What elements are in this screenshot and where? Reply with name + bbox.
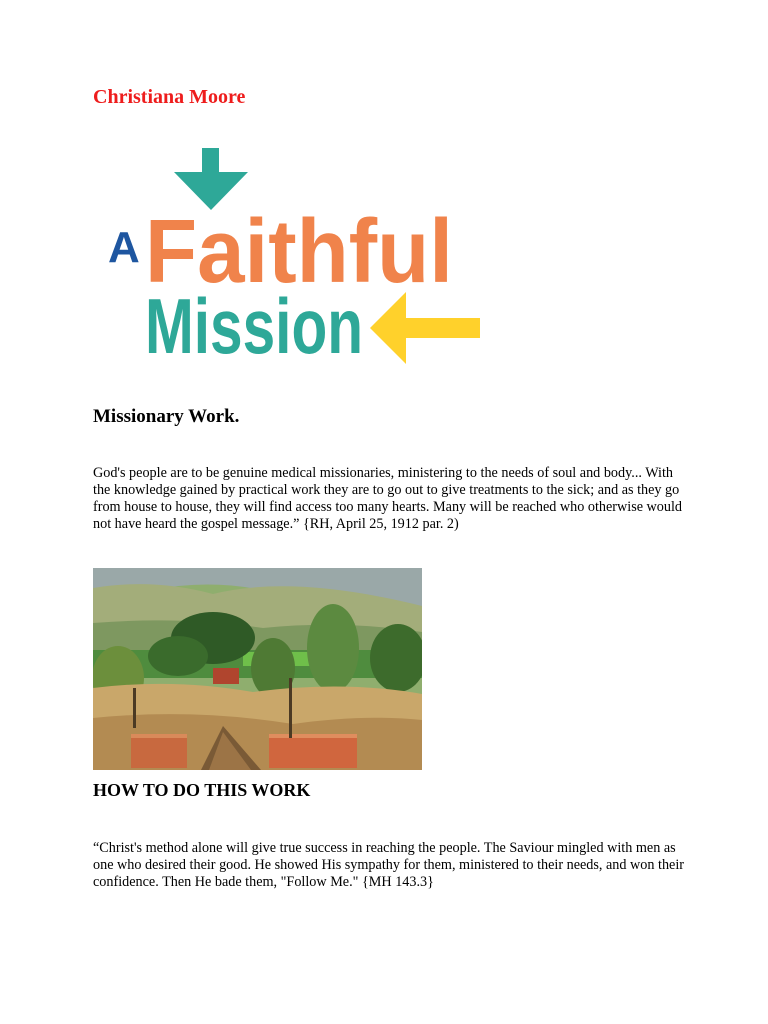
logo-word-mission: Mission (145, 282, 363, 370)
section-heading-missionary-work: Missionary Work. (93, 406, 240, 427)
author-name: Christiana Moore (93, 86, 246, 108)
left-arrow-icon (370, 292, 480, 364)
logo-letter-a: A (108, 223, 140, 272)
logo-word-faithful: Faithful (145, 202, 453, 302)
how-to-do-this-work-paragraph: “Christ's method alone will give true success in reaching the people. The Saviour mingled with men as one who desired their good. He showed His sympathy for them, ministered to their needs, and won their confidence. Then He bade them, "Follow Me." {MH 143.3} (93, 840, 685, 890)
missionary-work-paragraph: God's people are to be genuine medical missionaries, ministering to the needs of soul and body... With the knowledge gained by practical work they are to go out to give treatments to the sick; and as they go from house to house, they will find access too many hearts. Many will be reached who otherwise would not have heard the gospel message.” {RH, April 25, 1912 par. 2) (93, 465, 683, 532)
down-arrow-icon (174, 148, 248, 210)
section-heading-how-to-do-this-work: HOW TO DO THIS WORK (93, 780, 311, 800)
village-landscape-image (93, 568, 422, 770)
faithful-mission-logo (100, 140, 490, 370)
